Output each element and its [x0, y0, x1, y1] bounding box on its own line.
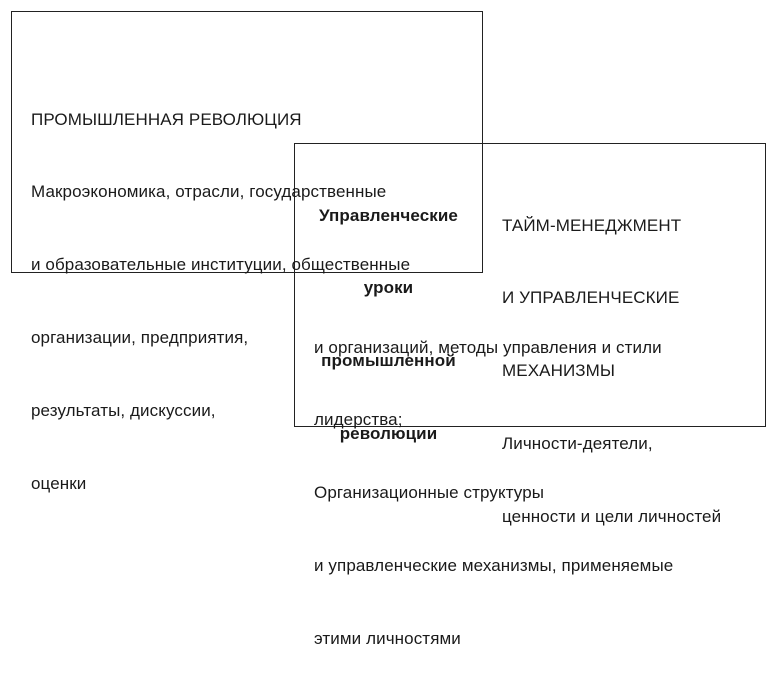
text-line: оценки: [31, 474, 87, 494]
text-line: организации, предприятия,: [31, 328, 249, 348]
text-line: и организаций, методы управления и стили: [314, 337, 662, 357]
text-line: и управленческие механизмы, применяемые: [314, 556, 674, 576]
text-line: этими личностями: [314, 629, 461, 649]
time-management-heading: И УПРАВЛЕНЧЕСКИЕ: [502, 288, 680, 308]
industrial-revolution-heading: ПРОМЫШЛЕННАЯ РЕВОЛЮЦИЯ: [31, 109, 302, 129]
text-line: Организационные структуры: [314, 483, 545, 503]
text-line: лидерства;: [314, 410, 403, 430]
time-management-text-bottom: [314, 287, 673, 676]
intersection-title-line: промышленной: [321, 351, 456, 371]
text-line: результаты, дискуссии,: [31, 401, 216, 421]
intersection-title-line: революции: [339, 424, 438, 444]
text-line: Личности-деятели,: [502, 434, 653, 454]
text-line: и образовательные институции, общественные: [31, 255, 411, 275]
text-line: ценности и цели личностей: [502, 507, 722, 527]
intersection-title-line: Управленческие: [319, 205, 458, 225]
intersection-title-line: уроки: [363, 278, 414, 298]
time-management-heading: МЕХАНИЗМЫ: [502, 361, 616, 381]
time-management-heading: ТАЙМ-МЕНЕДЖМЕНТ: [502, 215, 682, 235]
text-line: Макроэкономика, отрасли, государственные: [31, 182, 387, 202]
